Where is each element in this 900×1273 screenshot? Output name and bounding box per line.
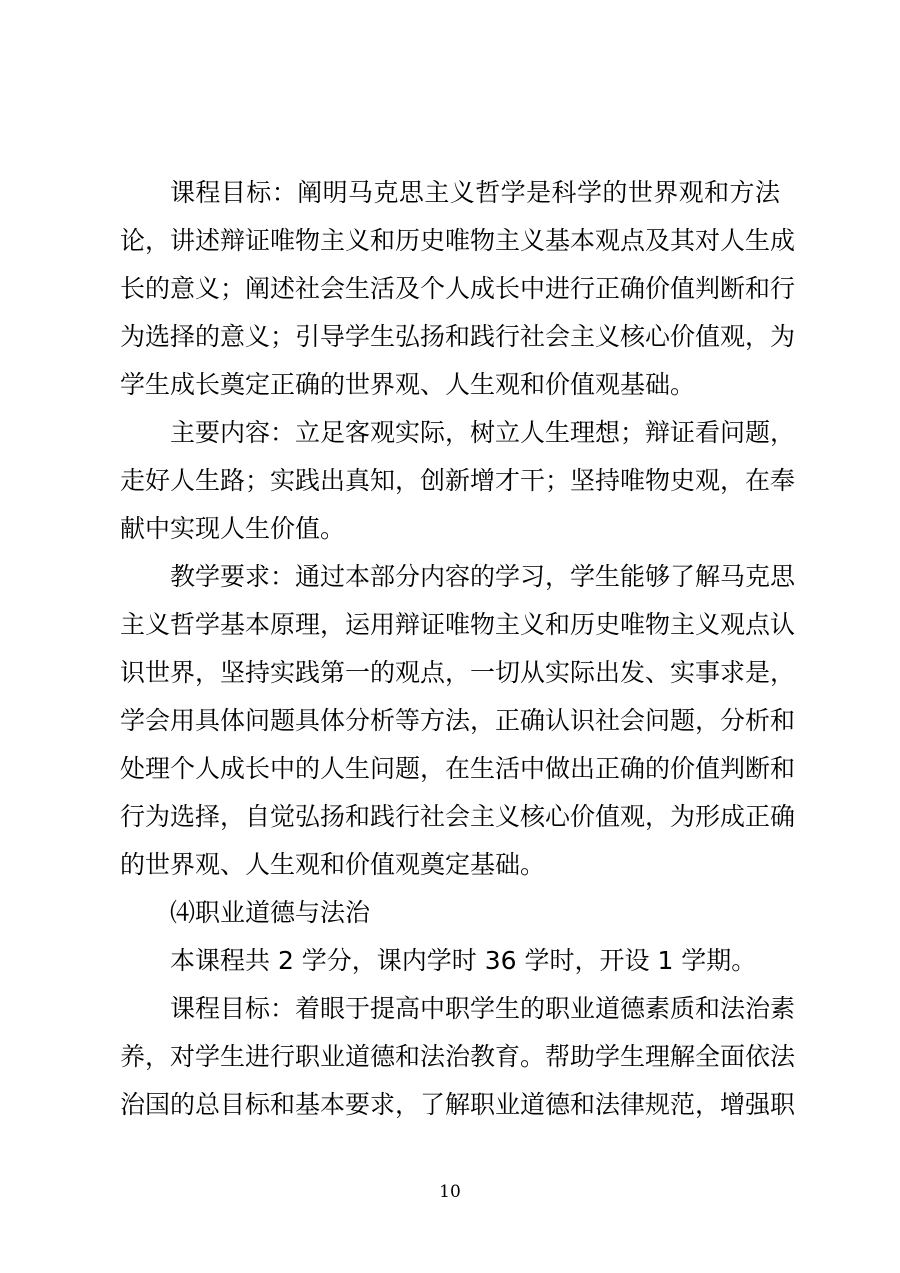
text-line: 处理个人成长中的人生问题，在生活中做出正确的价值判断和 [120, 754, 796, 783]
text-line: 学生成长奠定正确的世界观、人生观和价值观基础。 [120, 370, 696, 399]
text-line: 行为选择，自觉弘扬和践行社会主义核心价值观，为形成正确 [120, 802, 796, 831]
text-line: 主要内容：立足客观实际，树立人生理想；辩证看问题， [170, 418, 796, 447]
text-line: 的世界观、人生观和价值观奠定基础。 [120, 850, 546, 879]
text-line: 课程目标：阐明马克思主义哲学是科学的世界观和方法 [170, 178, 780, 207]
text-line: 论，讲述辩证唯物主义和历史唯物主义基本观点及其对人生成 [120, 226, 796, 255]
text-line: 主义哲学基本原理，运用辩证唯物主义和历史唯物主义观点认 [120, 610, 796, 639]
text-line: 献中实现人生价值。 [120, 514, 346, 543]
text-line: 识世界，坚持实践第一的观点，一切从实际出发、实事求是， [120, 658, 796, 687]
text-line: 课程目标：着眼于提高中职学生的职业道德素质和法治素 [170, 994, 796, 1023]
text-line: 学会用具体问题具体分析等方法，正确认识社会问题，分析和 [120, 706, 796, 735]
text-line: 治国的总目标和基本要求，了解职业道德和法律规范，增强职 [120, 1090, 796, 1119]
text-line: 养，对学生进行职业道德和法治教育。帮助学生理解全面依法 [120, 1042, 796, 1071]
text-line: 本课程共 2 学分，课内学时 36 学时，开设 1 学期。 [170, 946, 757, 975]
page-number: 10 [439, 1182, 461, 1202]
section-heading: ⑷职业道德与法治 [170, 898, 371, 927]
text-line: 走好人生路；实践出真知，创新增才干；坚持唯物史观，在奉 [120, 466, 796, 495]
text-line: 教学要求：通过本部分内容的学习，学生能够了解马克思 [170, 562, 796, 591]
text-line: 长的意义；阐述社会生活及个人成长中进行正确价值判断和行 [120, 274, 796, 303]
text-line: 为选择的意义；引导学生弘扬和践行社会主义核心价值观，为 [120, 322, 796, 351]
